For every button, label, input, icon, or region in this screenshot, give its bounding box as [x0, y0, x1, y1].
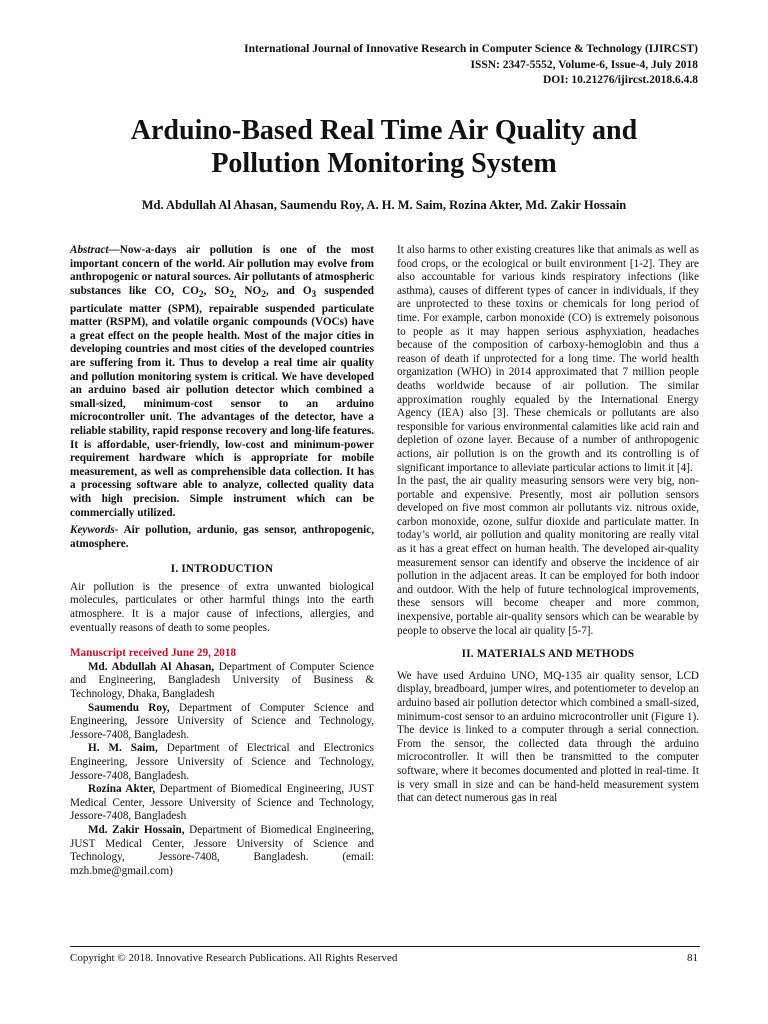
affiliation-name: Rozina Akter, — [88, 783, 156, 796]
subscript: 2 — [198, 290, 204, 301]
keywords-label: Keywords- — [70, 524, 119, 537]
affiliation — [70, 702, 374, 743]
affiliation-name: Saumendu Roy, — [88, 701, 170, 714]
affiliation-name: Md. Zakir Hossain, — [88, 823, 185, 836]
author-list: Md. Abdullah Al Ahasan, Saumendu Roy, A. H. M. Saim, Rozina Akter, Md. Zakir Hossain — [141, 198, 627, 212]
affiliation-text: Department of Computer Science and Engineering, Bangladesh University of Business & Technology, Dhaka, Bangladesh — [70, 660, 374, 701]
affiliation — [70, 824, 374, 878]
subscript: 2 — [261, 290, 266, 301]
affiliation — [70, 661, 374, 702]
affiliation-name: Md. Abdullah Al Ahasan, — [88, 660, 215, 673]
abstract-text-4: , and O — [265, 284, 312, 297]
affiliation-text: Department of Electrical and Electronics Engineering, Jessore University of Science and Technology, Jessore-7408, Bangladesh. — [70, 742, 374, 782]
page-number: 81 — [687, 952, 698, 964]
body-paragraph: It also harms to other existing creatures like that animals as well as food crops, or the ecological or built environment [1-2]. They are also accountable for various kinds respiratory infections (like asthma), causes of different types of cancer in individuals, if they are unprotected to these toxins or chemicals for long period of time. For example, carbon monoxide (CO) is extremely poisonous to people as it may happen serious asphyxiation, headaches because of the composition of carboxy-hemoglobin and thus a reason of death if unprotected for a long time. The world health organization (WHO) in 2014 approximated that 7 million people deaths worldwide because of air pollution. The similar approximation roughly equaled by the International Energy Agency (IEA) also [3]. These chemicals or pollutants are also responsible for various environmental calamities like acid rain and depletion of ozone layer. Because of a number of anthropogenic actions, air pollution is on the growth and its controlling is of significant importance to alleviate particular actions to limit it [4]. — [397, 244, 699, 474]
title-line-2: Pollution Monitoring System — [211, 148, 557, 179]
journal-name: International Journal of Innovative Research in Computer Science & Technology (IJIRCST) — [244, 43, 698, 55]
abstract-text-3: NO — [236, 284, 262, 297]
abstract-text-5: suspended particulate matter (SPM), repairable suspended particulate matter (RSPM), and volatile organic compounds (VOCs) have a great effect on the people health. Most of the major cities in developing countries and most cities of the developed countries are suffering from it. Thus to develop a real time air quality and pollution monitoring system is critical. We have developed an arduino based air pollution detector which combined a small-sized, minimum-cost sensor to an arduino microcontroller unit. The advantages of the detector, have a reliable stability, rapid response recovery and long-life features. It is affordable, user-friendly, low-cost and minimum-power requirement hardware which is appropriate for mobile measurement, as well as comprehensible data collection. It has a processing software able to analyze, collected quality data with high precision. Simple instrument which can be commercially utilized. — [70, 284, 375, 519]
introduction-paragraph: Air pollution is the presence of extra unwanted biological molecules, particulates or other harmful things into the earth atmosphere. It is a major cause of infections, allergies, and eventually reasons of death to some peoples. — [70, 580, 374, 634]
abstract-text-1: Now-a-days air pollution is one of the most important concern of the world. Air pollution may evolve from anthropogenic or natural sources. Air pollutants of atmospheric substances like CO, CO — [70, 244, 374, 297]
journal-header — [244, 42, 698, 89]
manuscript-received: Manuscript received June 29, 2018 — [70, 647, 237, 660]
journal-issn: ISSN: 2347-5552, Volume-6, Issue-4, July 2018 — [470, 58, 698, 71]
left-column — [70, 244, 374, 878]
title-line-1: Arduino-Based Real Time Air Quality and — [130, 115, 638, 146]
footer-divider — [70, 946, 700, 947]
affiliation-text: Department of Biomedical Engineering, JUST Medical Center, Jessore University of Science and Technology, Jessore-7408, Bangladesh — [70, 783, 374, 823]
section-heading-materials-methods: II. MATERIALS AND METHODS — [461, 648, 635, 661]
affiliation — [70, 783, 374, 824]
abstract — [70, 244, 374, 520]
affiliation-name: H. M. Saim, — [88, 742, 158, 755]
abstract-text-2: , SO — [203, 284, 230, 297]
keywords — [70, 524, 374, 551]
affiliation-text: Department of Computer Science and Engineering, Jessore University of Science and Technology, Jessore-7408, Bangladesh. — [70, 701, 375, 741]
right-column — [397, 244, 699, 806]
subscript: 2, — [229, 290, 237, 301]
affiliation — [70, 742, 374, 783]
body-paragraph: We have used Arduino UNO, MQ-135 air quality sensor, LCD display, breadboard, jumper wires, and potentiometer to develop an arduino based air pollution detector which combined a small-sized, minimum-cost sensor to an arduino microcontroller unit (Figure 1). The device is linked to a computer through a serial connection. From the sensor, the collected data through the arduino microcontroller. It will then be transmitted to the computer software, where it becomes documented and plotted in real-time. It is very small in size and can be hand-held measurement system that can detect numerous gas in real — [397, 669, 699, 805]
subscript: 3 — [311, 290, 317, 301]
body-paragraph: In the past, the air quality measuring sensors were very big, non-portable and expensive. Presently, most air pollution sensors developed on five most common air pollutants viz. nitrous oxide, carbon monoxide, ozone, sulfur dioxide and particulate matter. In today’s world, air pollution and quality monitoring are really vital as it has a great effect on human health. The developed air-quality measurement sensor can identify and observe the incidence of air pollution in the adjacent areas. It can be employed for both indoor and outdoor. With the help of future technological improvements, these sensors will become cheaper and more common, inexpensive, portable air-quality sensors which can be wearable by people to observe the local air quality [5-7]. — [397, 475, 699, 637]
abstract-dash: — — [108, 244, 120, 256]
section-heading-introduction: I. INTRODUCTION — [170, 563, 274, 576]
journal-doi: DOI: 10.21276/ijircst.2018.6.4.8 — [542, 74, 698, 86]
affiliation-text: Department of Biomedical Engineering, JUST Medical Center, Jessore University of Science and Technology, Jessore-7408, Bangladesh. (email: mzh.bme@gmail.com) — [70, 823, 374, 877]
abstract-label: Abstract — [70, 244, 109, 256]
footer-copyright: Copyright © 2018. Innovative Research Publications. All Rights Reserved — [70, 952, 398, 964]
keywords-text: Air pollution, ardunio, gas sensor, anthropogenic, atmosphere. — [70, 524, 374, 550]
paper-title — [0, 114, 768, 180]
